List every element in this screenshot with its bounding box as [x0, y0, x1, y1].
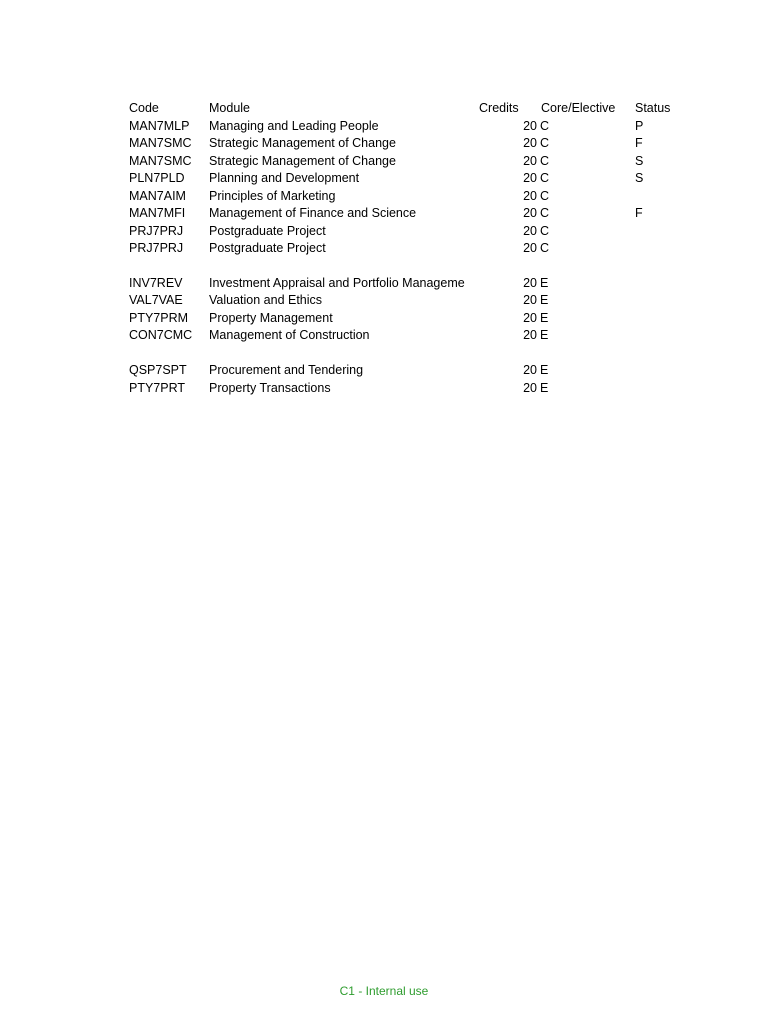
- row-code: PLN7PLD: [129, 171, 185, 185]
- row-status: [635, 362, 695, 379]
- row-status: [635, 380, 695, 397]
- row-code: CON7CMC: [129, 328, 193, 342]
- row-core-elective: C: [540, 171, 550, 185]
- row-credits: 20: [523, 119, 537, 133]
- row-module: Valuation and Ethics: [209, 293, 323, 307]
- row-module: Investment Appraisal and Portfolio Manageme: [209, 276, 465, 290]
- row-module: Management of Construction: [209, 328, 370, 342]
- table-row: [0, 380, 768, 397]
- row-credits: 20: [523, 381, 537, 395]
- table-row: [0, 240, 768, 257]
- row-credits: 20: [523, 136, 537, 150]
- classification-footer: C1 - Internal use: [339, 984, 429, 998]
- row-credits: 20: [523, 311, 537, 325]
- row-code: QSP7SPT: [129, 363, 187, 377]
- table-row: [0, 292, 768, 309]
- row-module: Strategic Management of Change: [209, 136, 396, 150]
- row-core-elective: E: [540, 293, 549, 307]
- row-credits: 20: [523, 206, 537, 220]
- row-module: Property Management: [209, 311, 333, 325]
- row-code: INV7REV: [129, 276, 183, 290]
- row-credits: 20: [523, 328, 537, 342]
- row-credits: 20: [523, 276, 537, 290]
- row-core-elective: C: [540, 206, 550, 220]
- table-row: [0, 362, 768, 379]
- row-code: PRJ7PRJ: [129, 224, 184, 238]
- row-status: F: [635, 206, 643, 220]
- table-row: [0, 170, 768, 187]
- table-row: [0, 188, 768, 205]
- table-header-row: [0, 100, 768, 117]
- row-code: VAL7VAE: [129, 293, 183, 307]
- row-status: S: [635, 171, 644, 185]
- table-row: [0, 275, 768, 292]
- row-module: Postgraduate Project: [209, 241, 326, 255]
- table-row: [0, 153, 768, 170]
- table-row: [0, 118, 768, 135]
- row-credits: 20: [523, 241, 537, 255]
- row-core-elective: E: [540, 311, 549, 325]
- row-credits: 20: [523, 189, 537, 203]
- row-code: MAN7MLP: [129, 119, 190, 133]
- row-module: Principles of Marketing: [209, 189, 336, 203]
- row-code: PTY7PRM: [129, 311, 189, 325]
- row-status: [635, 275, 695, 292]
- row-core-elective: E: [540, 381, 549, 395]
- table-row: [0, 310, 768, 327]
- row-credits: 20: [523, 154, 537, 168]
- row-code: MAN7AIM: [129, 189, 186, 203]
- row-core-elective: C: [540, 241, 550, 255]
- header-credits: Credits: [479, 101, 519, 115]
- row-module: Strategic Management of Change: [209, 154, 396, 168]
- row-core-elective: C: [540, 189, 550, 203]
- table-row: [0, 327, 768, 344]
- row-module: Property Transactions: [209, 381, 331, 395]
- row-code: PTY7PRT: [129, 381, 186, 395]
- header-status: Status: [635, 101, 671, 115]
- row-code: MAN7SMC: [129, 136, 192, 150]
- header-code: Code: [129, 101, 159, 115]
- row-code: PRJ7PRJ: [129, 241, 184, 255]
- row-status: [635, 188, 695, 205]
- row-credits: 20: [523, 293, 537, 307]
- header-core-elective: Core/Elective: [541, 101, 616, 115]
- table-row: [0, 135, 768, 152]
- row-core-elective: C: [540, 154, 550, 168]
- row-code: MAN7SMC: [129, 154, 192, 168]
- row-core-elective: C: [540, 119, 550, 133]
- row-core-elective: E: [540, 363, 549, 377]
- row-status: S: [635, 154, 644, 168]
- row-core-elective: E: [540, 276, 549, 290]
- row-status: [635, 310, 695, 327]
- row-core-elective: E: [540, 328, 549, 342]
- row-status: [635, 292, 695, 309]
- row-status: F: [635, 136, 643, 150]
- table-row: [0, 223, 768, 240]
- row-core-elective: C: [540, 224, 550, 238]
- row-credits: 20: [523, 224, 537, 238]
- row-core-elective: C: [540, 136, 550, 150]
- row-code: MAN7MFI: [129, 206, 186, 220]
- row-status: [635, 223, 695, 240]
- row-status: P: [635, 119, 644, 133]
- row-credits: 20: [523, 363, 537, 377]
- row-credits: 20: [523, 171, 537, 185]
- row-module: Planning and Development: [209, 171, 360, 185]
- row-module: Managing and Leading People: [209, 119, 379, 133]
- row-status: [635, 240, 695, 257]
- row-module: Management of Finance and Science: [209, 206, 417, 220]
- header-module: Module: [209, 101, 250, 115]
- row-module: Procurement and Tendering: [209, 363, 364, 377]
- row-status: [635, 327, 695, 344]
- row-module: Postgraduate Project: [209, 224, 326, 238]
- table-row: [0, 205, 768, 222]
